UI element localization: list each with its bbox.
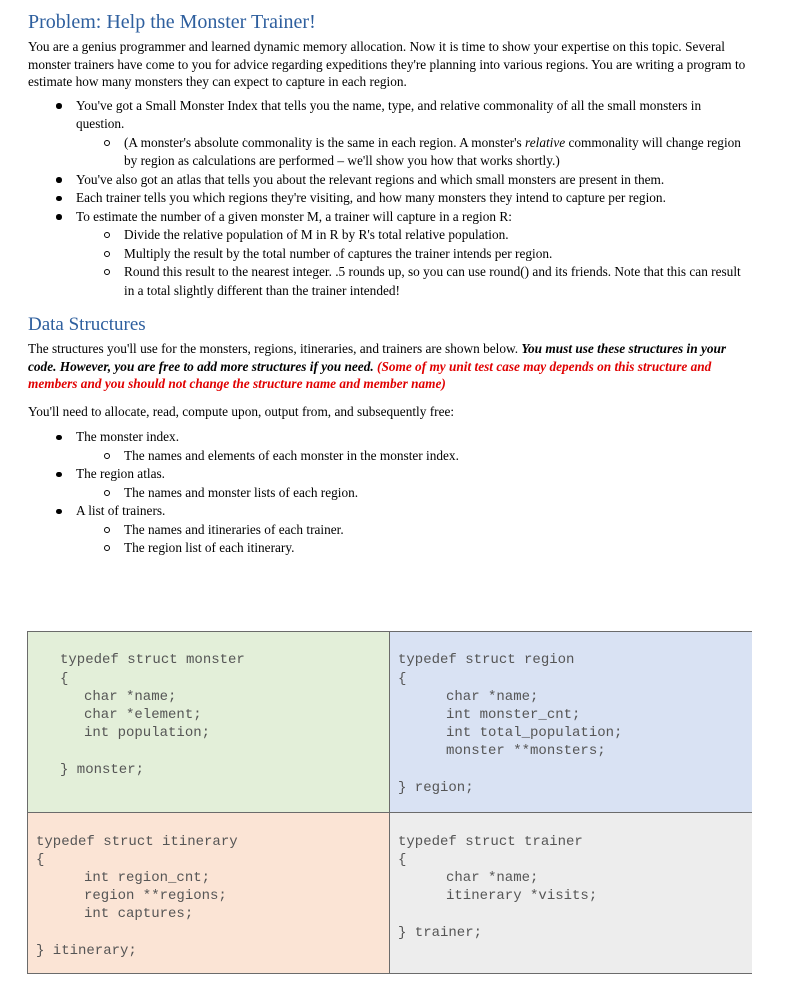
itinerary-struct-cell [28,813,390,973]
list-item [28,171,750,190]
code-line: int region_cnt; [84,870,211,886]
code-line: } region; [398,780,474,796]
sub-list [76,447,750,466]
code-line: char *name; [446,689,539,705]
code-line: monster **monsters; [446,743,606,759]
code-line: int captures; [84,906,194,922]
sub-text: Round this result to the nearest integer. .5 rounds up, so you can use round() and its friends. Note that this can result in a total slightly different than the trainer intended! [124,264,741,298]
ds-bold-text: You must use these structures in your code. However, you are free to add more structures if you need. [28,341,727,374]
allocation-list [28,428,750,558]
ds-plain-text: The structures you'll use for the monsters, regions, itineraries, and trainers are shown below. [28,341,522,356]
list-item [28,208,750,301]
bullet-text: To estimate the number of a given monster M, a trainer will capture in a region R: [76,208,512,224]
code-line: } trainer; [398,925,483,941]
list-item [28,134,750,171]
code-line: { [398,671,407,687]
code-line: char *name; [84,689,177,705]
code-line: char *element; [84,707,202,723]
ds-instructions: You'll need to allocate, read, compute upon, output from, and subsequently free: [28,403,455,419]
list-item [28,521,750,540]
bullet-text: Each trainer tells you which regions they're visiting, and how many monsters they intend to capture per region. [76,190,666,205]
intro-paragraph: You are a genius programmer and learned dynamic memory allocation. Now it is time to show your expertise on this topic. Several monster trainers have come to you for advice regarding expeditions they're planning into various regions. You are writing a program to estimate how many monsters they can expect to capture in each region. [28,39,746,89]
bullet-text: You've also got an atlas that tells you about the relevant regions and which small monsters are present in them. [76,171,665,187]
list-item [28,539,750,558]
list-item [28,263,750,300]
emphasis-text: relative [525,134,566,150]
code-line: itinerary *visits; [446,888,598,904]
problem-bullet-list [28,97,750,301]
sub-text: (A monster's absolute commonality is the same in each region. A monster's [124,134,526,150]
trainer-struct-cell [390,813,752,973]
code-line: } monster; [60,762,145,778]
list-item [28,465,750,502]
code-line: region **regions; [84,888,227,904]
ds-red-note: (Some of my unit test case may depends on this structure and members and you should not change the structure name and member name) [28,358,712,391]
page-title: Problem: Help the Monster Trainer! [28,11,316,33]
bullet-text: A list of trainers. [76,503,166,518]
section-heading-data-structures: Data Structures [28,314,146,335]
bullet-text: You've got a Small Monster Index that tells you the name, type, and relative commonality of all the small monsters in question. [76,97,702,131]
ds-paragraph [28,340,750,393]
list-item [28,484,750,503]
code-line: int monster_cnt; [446,707,581,723]
code-line: int total_population; [446,725,623,741]
code-line: typedef struct monster [60,652,245,668]
list-item [28,226,750,245]
monster-struct-cell [28,632,390,813]
sub-list [76,134,750,171]
code-line: { [398,852,407,868]
sub-list [76,484,750,503]
code-line: typedef struct trainer [398,834,583,850]
sub-text: commonality will change region by region as calculations are performed – we'll show you how that works shortly.) [124,134,741,168]
region-struct-cell [390,632,752,813]
sub-text: The names and itineraries of each trainer. [124,521,344,537]
code-line: char *name; [446,870,539,886]
list-item [28,502,750,558]
code-line: typedef struct region [398,652,575,668]
list-item [28,189,750,208]
sub-text: Multiply the result by the total number of captures the trainer intends per region. [124,245,553,261]
list-item [28,428,750,465]
code-line: { [36,852,45,868]
bullet-text: The region atlas. [76,466,165,481]
list-item [28,447,750,466]
sub-list [76,226,750,300]
sub-text: The names and monster lists of each region. [124,484,359,500]
code-line: } itinerary; [36,943,137,959]
sub-list [76,521,750,558]
sub-text: The names and elements of each monster in the monster index. [124,447,459,463]
code-line: int population; [84,725,211,741]
struct-code-grid [27,631,752,974]
list-item [28,245,750,264]
list-item [28,97,750,171]
document [28,10,750,558]
code-line: typedef struct itinerary [36,834,238,850]
sub-text: The region list of each itinerary. [124,540,295,555]
code-line: { [60,671,69,687]
sub-text: Divide the relative population of M in R by R's total relative population. [124,227,509,242]
bullet-text: The monster index. [76,429,180,444]
